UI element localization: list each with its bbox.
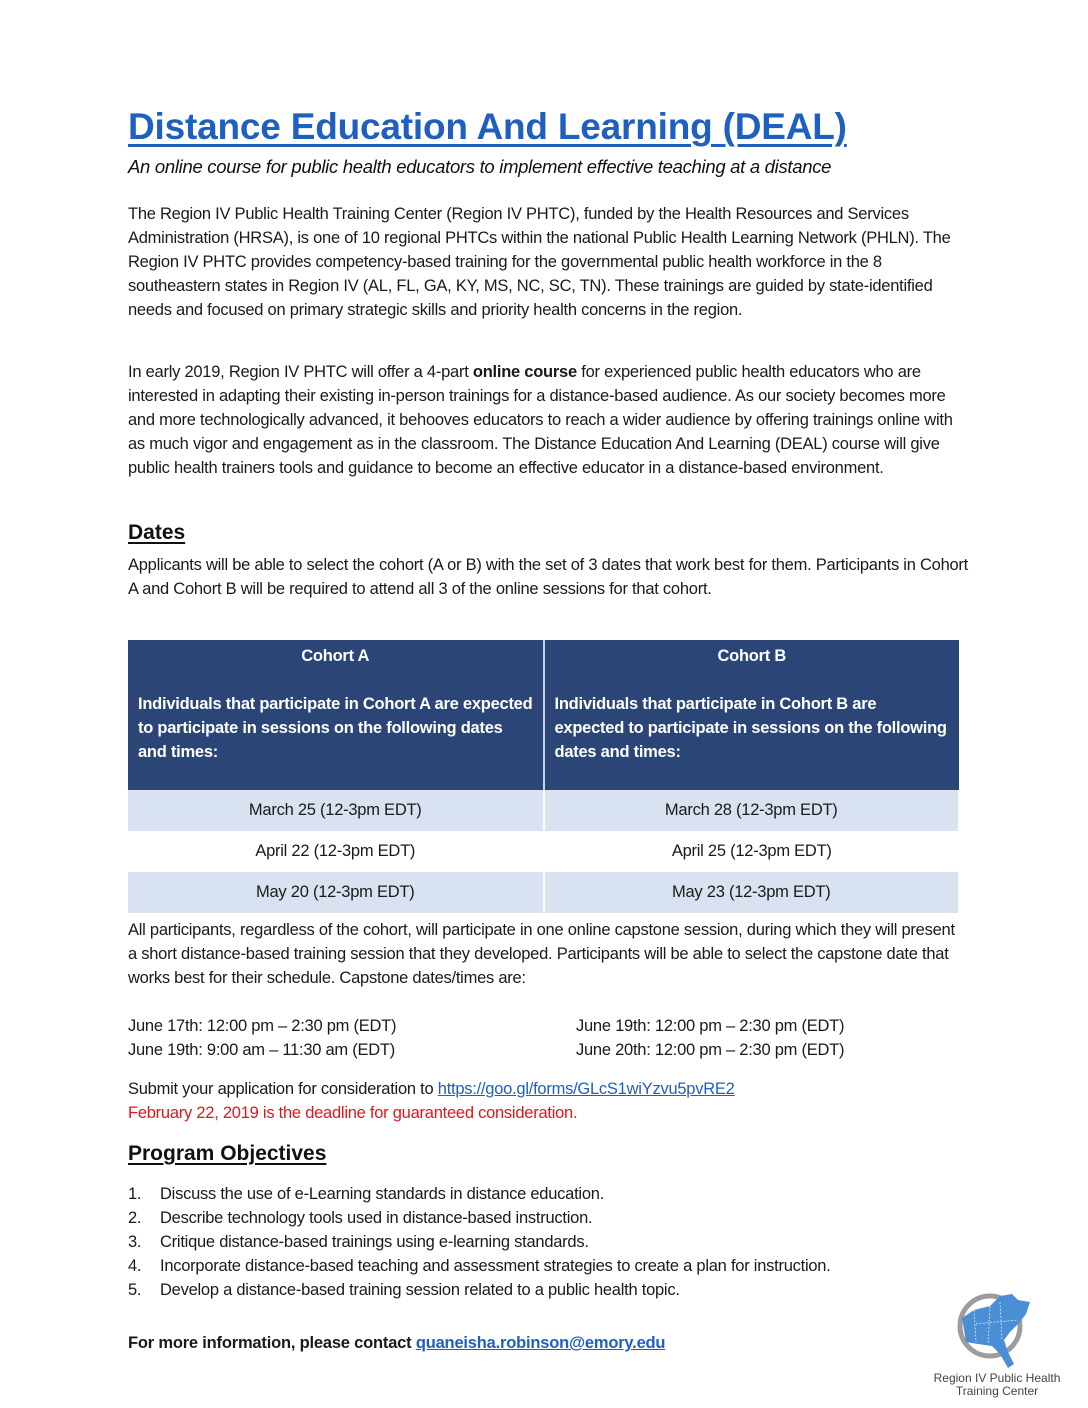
objectives-list	[128, 1182, 831, 1302]
application-text: Submit your application for consideration to	[128, 1080, 438, 1098]
list-item: 5. Develop a distance-based training session related to a public health topic.	[128, 1281, 680, 1299]
table-row	[128, 790, 959, 831]
cohort-b-date: March 28 (12-3pm EDT)	[544, 790, 960, 831]
online-course-emphasis: online course	[472, 363, 577, 381]
dates-description: Applicants will be able to select the cohort (A or B) with the set of 3 dates that work best for them. Participants in Cohort A and Cohort B will be required to attend all 3 of the online sessions for that cohort.	[128, 556, 969, 598]
course-paragraph-end: for experienced public health educators who are interested in adapting their existing in-person trainings for a distance-based audience. As our society becomes more and more technologically advanced, it behooves educators to reach a wider audience by offering trainings online with as much vigor and engagement as in the classroom. The Distance Education And Learning (DEAL) course will give public health trainers tools and guidance to become an effective educator in a distance-based environment.	[128, 363, 953, 477]
cohort-b-date: April 25 (12-3pm EDT)	[671, 842, 832, 860]
contact-line	[128, 1334, 665, 1353]
page-title: Distance Education And Learning (DEAL)	[128, 106, 847, 147]
objectives-heading: Program Objectives	[128, 1142, 327, 1165]
application-form-link[interactable]: https://goo.gl/forms/GLcS1wiYzvu5pvRE2	[437, 1080, 735, 1098]
logo-text: Region IV Public Health Training Center	[933, 1371, 1061, 1398]
list-item: 3. Critique distance-based trainings using e-learning standards.	[128, 1233, 589, 1251]
course-paragraph	[128, 360, 968, 480]
cohort-a-header	[128, 640, 544, 790]
table-row	[128, 831, 959, 872]
application-info	[128, 1077, 968, 1125]
cohort-a-date: March 25 (12-3pm EDT)	[128, 790, 544, 831]
capstone-dates-right	[576, 1014, 844, 1062]
cohort-b-header	[544, 640, 960, 790]
capstone-date: June 19th: 12:00 pm – 2:30 pm (EDT)	[576, 1017, 845, 1035]
southeast-us-map-icon	[952, 1288, 1042, 1373]
table-row	[128, 872, 959, 913]
cohort-a-date: April 22 (12-3pm EDT)	[128, 831, 544, 872]
course-paragraph-start: In early 2019, Region IV PHTC will offer a 4-part	[128, 363, 473, 381]
capstone-dates-left	[128, 1014, 396, 1062]
list-item: 4. Incorporate distance-based teaching and assessment strategies to create a plan for instruction.	[128, 1257, 831, 1275]
intro-paragraph: The Region IV Public Health Training Center (Region IV PHTC), funded by the Health Resources and Services Administration (HRSA), is one of 10 regional PHTCs within the national Public Health Learning Network (PHLN). The Region IV PHTC provides competency-based training for the governmental public health workforce in the 8 southeastern states in Region IV (AL, FL, GA, KY, MS, NC, SC, TN). These trainings are guided by state-identified needs and focused on primary strategic skills and priority health concerns in the region.	[128, 205, 951, 319]
dates-heading: Dates	[128, 521, 186, 544]
contact-email-link[interactable]: quaneisha.robinson@emory.edu	[415, 1334, 666, 1352]
deadline-notice: February 22, 2019 is the deadline for guaranteed consideration.	[128, 1104, 578, 1122]
page-subtitle: An online course for public health educators to implement effective teaching at a distance	[128, 156, 832, 177]
capstone-date: June 17th: 12:00 pm – 2:30 pm (EDT)	[128, 1017, 397, 1035]
capstone-description: All participants, regardless of the cohort, will participate in one online capstone session, during which they will present a short distance-based training session that they developed. Participants will be able to select the capstone date that works best for their schedule. Capstone dates/times are:	[128, 921, 955, 987]
cohort-b-date: May 23 (12-3pm EDT)	[544, 872, 960, 913]
cohort-b-title: Cohort B	[717, 647, 787, 665]
table-header-row	[128, 640, 959, 790]
cohort-a-date: May 20 (12-3pm EDT)	[128, 872, 544, 913]
capstone-date: June 20th: 12:00 pm – 2:30 pm (EDT)	[576, 1041, 845, 1059]
capstone-date: June 19th: 9:00 am – 11:30 am (EDT)	[128, 1041, 396, 1059]
cohort-b-description: Individuals that participate in Cohort B are expected to participate in sessions on the following dates and times:	[554, 695, 947, 761]
cohort-a-title: Cohort A	[301, 647, 370, 665]
list-item: 1. Discuss the use of e-Learning standards in distance education.	[128, 1185, 605, 1203]
region-iv-phtc-logo	[922, 1288, 1072, 1400]
list-item: 2. Describe technology tools used in distance-based instruction.	[128, 1209, 593, 1227]
cohort-dates-table	[128, 640, 960, 913]
contact-text: For more information, please contact	[128, 1334, 416, 1352]
cohort-a-description: Individuals that participate in Cohort A are expected to participate in sessions on the following dates and times:	[138, 695, 533, 761]
